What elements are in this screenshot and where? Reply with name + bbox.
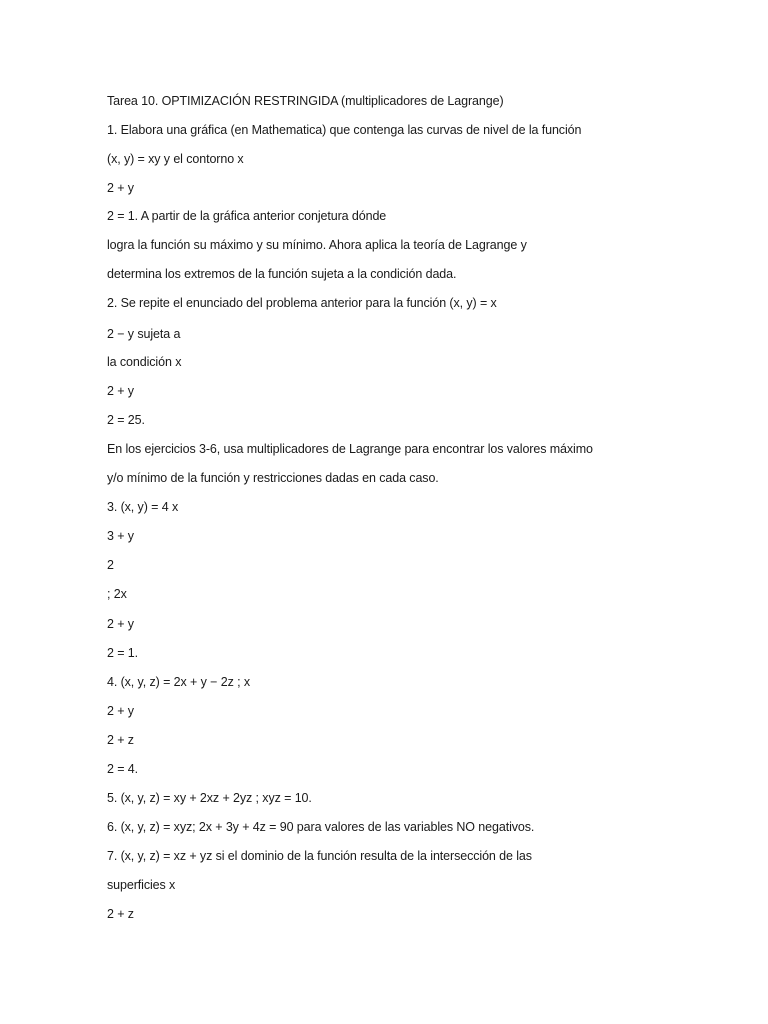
exercise-1-text: determina los extremos de la función sujeta a la condición dada. (107, 267, 457, 281)
exercise-1-text: logra la función su máximo y su mínimo. Ahora aplica la teoría de Lagrange y (107, 238, 527, 252)
exercise-4-text: 2 + z (107, 733, 134, 747)
exercise-2-text: 2 − y sujeta a (107, 327, 181, 341)
exercise-4-text: 2 = 4. (107, 762, 139, 776)
exercise-6-text: 6. (x, y, z) = xyz; 2x + 3y + 4z = 90 para valores de las variables NO negativos. (107, 820, 535, 834)
exercise-3-text: 2 (107, 558, 114, 572)
instructions-text: En los ejercicios 3-6, usa multiplicadores de Lagrange para encontrar los valores máximo (107, 442, 593, 456)
exercise-1-text: (x, y) = xy y el contorno x (107, 152, 244, 166)
exercise-2-text: la condición x (107, 355, 182, 369)
instructions-text: y/o mínimo de la función y restricciones dadas en cada caso. (107, 471, 439, 485)
exercise-7-text: 7. (x, y, z) = xz + yz si el dominio de la función resulta de la intersección de las (107, 849, 532, 863)
exercise-4-text: 2 + y (107, 704, 134, 718)
exercise-3-text: 2 = 1. (107, 646, 139, 660)
exercise-1-text: 2 = 1. A partir de la gráfica anterior conjetura dónde (107, 209, 387, 223)
exercise-2-text: 2 = 25. (107, 413, 145, 427)
exercise-7-text: 2 + z (107, 907, 134, 921)
exercise-1-text: 2 + y (107, 181, 134, 195)
exercise-7-text: superficies x (107, 878, 176, 892)
exercise-2-text: 2 + y (107, 384, 134, 398)
exercise-3-text: 3 + y (107, 529, 134, 543)
document-title: Tarea 10. OPTIMIZACIÓN RESTRINGIDA (multiplicadores de Lagrange) (107, 94, 504, 108)
exercise-3-text: 3. (x, y) = 4 x (107, 500, 179, 514)
exercise-5-text: 5. (x, y, z) = xy + 2xz + 2yz ; xyz = 10. (107, 791, 312, 805)
exercise-3-text: ; 2x (107, 587, 127, 601)
exercise-1-text: 1. Elabora una gráfica (en Mathematica) que contenga las curvas de nivel de la función (107, 123, 582, 137)
exercise-2-text: 2. Se repite el enunciado del problema anterior para la función (x, y) = x (107, 296, 497, 310)
exercise-4-text: 4. (x, y, z) = 2x + y − 2z ; x (107, 675, 250, 689)
exercise-3-text: 2 + y (107, 617, 134, 631)
